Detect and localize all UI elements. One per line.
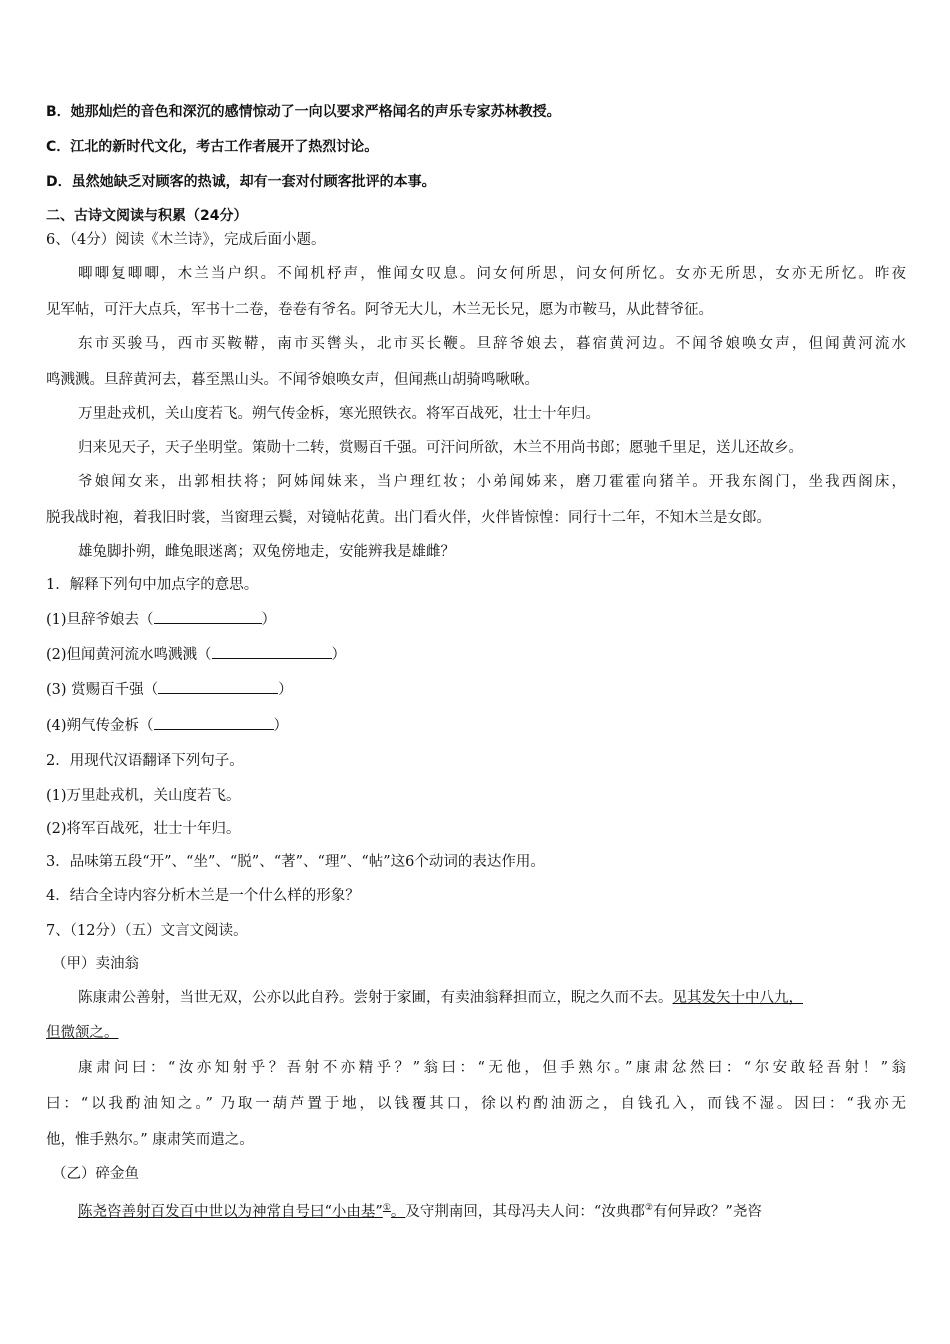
poem-line: 雄兔脚扑朔，雌兔眼迷离；双兔傍地走，安能辨我是雄雌？ xyxy=(78,544,455,560)
question-2: 2．用现代汉语翻译下列句子。 xyxy=(46,753,244,769)
poem-line: 万里赴戎机，关山度若飞。朔气传金柝，寒光照铁衣。将军百战死，壮士十年归。 xyxy=(78,406,600,422)
poem-line: 见军帖，可汗大点兵，军书十二卷，卷卷有爷名。阿爷无大儿，木兰无长兄，愿为市鞍马，从此替爷征。 xyxy=(46,302,713,318)
poem-line: 唧唧复唧唧，木兰当户织。不闻机杼声，惟闻女叹息。问女何所思，问女何所忆。女亦无所思，女亦无所忆。昨夜 xyxy=(78,266,906,282)
question-3: 3．品味第五段“开”、“坐”、“脱”、“著”、“理”、“帖”这6个动词的表达作用。 xyxy=(46,854,545,870)
q1-item: (2)但闻黄河流水鸣溅溅（ ） xyxy=(46,644,346,665)
option-c: C．江北的新时代文化，考古工作者展开了热烈讨论。 xyxy=(46,139,379,155)
passage-line: 陈尧咨善射百发百中世以为神常自号曰“小由基”①。及守荆南回，其母冯夫人问：“汝典郡②有何异政？”尧咨 xyxy=(78,1203,762,1220)
passage-line: 曰：“以我酌油知之。” 乃取一葫芦置于地，以钱覆其口，徐以杓酌油沥之，自钱孔入，而钱不湿。因曰：“我亦无 xyxy=(46,1096,906,1112)
q1-item: (1)旦辞爷娘去（ ） xyxy=(46,609,276,630)
poem-line: 东市买骏马，西市买鞍鞯，南市买辔头，北市买长鞭。旦辞爷娘去，暮宿黄河边。不闻爷娘唤女声，但闻黄河流水 xyxy=(78,336,906,352)
question-6-intro: 6、（4分）阅读《木兰诗》，完成后面小题。 xyxy=(46,232,326,248)
poem-line: 爷娘闻女来，出郭相扶将；阿姊闻妹来，当户理红妆；小弟闻姊来，磨刀霍霍向猪羊。开我东阁门，坐我西阁床， xyxy=(78,474,906,490)
poem-line: 脱我战时袍，着我旧时裳，当窗理云鬓，对镜帖花黄。出门看火伴，火伴皆惊惶：同行十二年，不知木兰是女郎。 xyxy=(46,510,771,526)
passage-line: 陈康肃公善射，当世无双，公亦以此自矜。尝射于家圃，有卖油翁释担而立，睨之久而不去。见其发矢十中八九， xyxy=(78,990,803,1006)
answer-blank[interactable] xyxy=(154,609,262,624)
poem-line: 鸣溅溅。旦辞黄河去，暮至黑山头。不闻爷娘唤女声，但闻燕山胡骑鸣啾啾。 xyxy=(46,372,539,388)
question-7-intro: 7、（12分）（五）文言文阅读。 xyxy=(46,923,248,939)
passage-yi-title: （乙）碎金鱼 xyxy=(52,1166,139,1182)
q1-item: (4)朔气传金柝（ ） xyxy=(46,715,288,736)
answer-blank[interactable] xyxy=(158,679,278,694)
passage-line: 康肃问曰：“汝亦知射乎？吾射不亦精乎？”翁曰：“无他，但手熟尔。”康肃忿然曰：“尔安敢轻吾射！”翁 xyxy=(78,1060,906,1076)
answer-blank[interactable] xyxy=(154,715,274,730)
question-4: 4．结合全诗内容分析木兰是一个什么样的形象？ xyxy=(46,888,360,904)
passage-jia-title: （甲）卖油翁 xyxy=(52,956,139,972)
passage-line: 他，惟手熟尔。” 康肃笑而遣之。 xyxy=(46,1132,254,1148)
poem-line: 归来见天子，天子坐明堂。策勋十二转，赏赐百千强。可汗问所欲，木兰不用尚书郎；愿驰千里足，送儿还故乡。 xyxy=(78,440,803,456)
option-b: B．她那灿烂的音色和深沉的感情惊动了一向以要求严格闻名的声乐专家苏林教授。 xyxy=(46,104,561,120)
option-d: D．虽然她缺乏对顾客的热诚，却有一套对付顾客批评的本事。 xyxy=(46,174,436,190)
passage-line: 但微颔之。 xyxy=(46,1025,119,1041)
section-heading: 二、古诗文阅读与积累（24分） xyxy=(46,208,248,224)
q2-item: (2)将军百战死，壮士十年归。 xyxy=(46,821,241,837)
q1-item: (3) 赏赐百千强（ ） xyxy=(46,679,293,700)
question-1: 1．解释下列句中加点字的意思。 xyxy=(46,577,259,593)
q2-item: (1)万里赴戎机，关山度若飞。 xyxy=(46,788,241,804)
answer-blank[interactable] xyxy=(212,644,332,659)
